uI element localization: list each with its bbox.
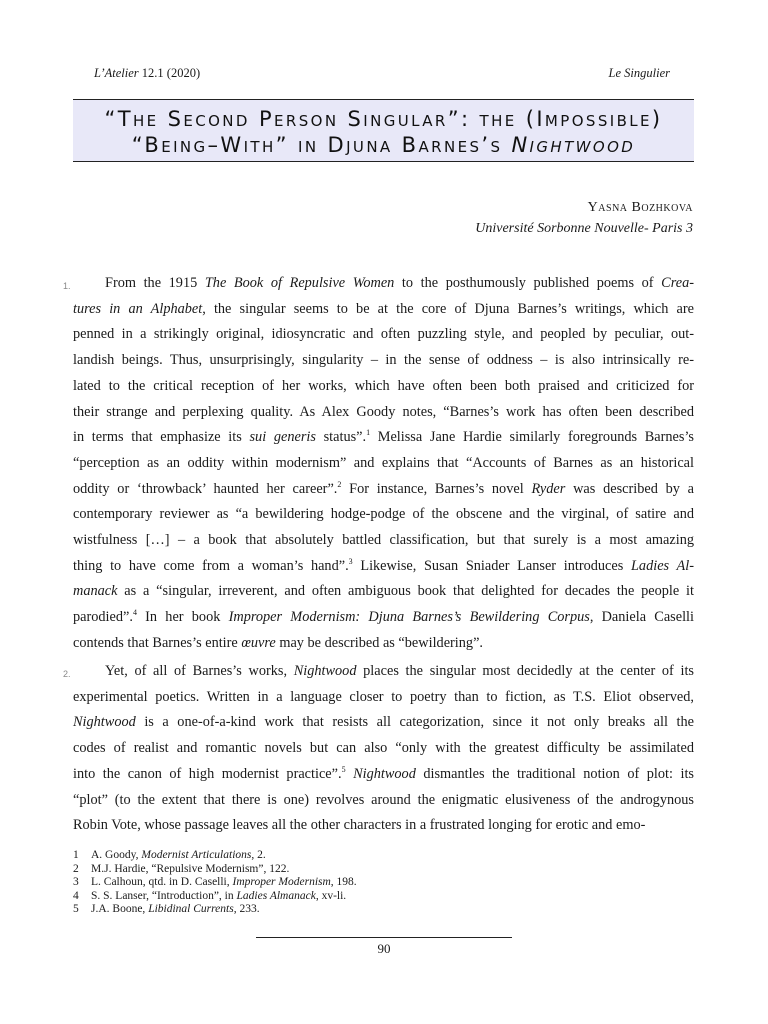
text-run: , xv-li. <box>315 889 347 902</box>
title-work-italic: Nightwood <box>511 133 636 157</box>
text-run: In her book <box>136 609 229 626</box>
footnote-number: 2 <box>73 862 79 875</box>
text-run: , 233. <box>233 903 260 916</box>
author-name: Yasna Bozhkova <box>587 200 693 215</box>
text-run: Yet, of all of Barnes’s works, <box>105 663 294 679</box>
running-head <box>94 66 670 81</box>
text-run <box>346 766 354 782</box>
text-run: parodied”. <box>73 609 133 626</box>
footnote <box>73 849 357 863</box>
text-run: Nightwood <box>293 663 357 679</box>
text-line <box>73 451 694 477</box>
text-run: Ladies Almanack <box>236 889 316 902</box>
article-title <box>73 99 694 162</box>
text-run: S. S. Lanser, “Introduction”, in <box>91 889 237 902</box>
text-run: Libidinal Currents <box>148 903 234 916</box>
footnote <box>73 890 357 904</box>
text-run: to the posthumously published poems of <box>394 275 662 291</box>
text-line <box>73 659 694 685</box>
text-run: their strange and perplexing quality. As Alex Goody notes, “Barnes’s work has often been described <box>73 403 694 420</box>
text-run: into the canon of high modernist practice”. <box>73 765 342 782</box>
footnote-text <box>91 876 357 890</box>
section-name: Le Singulier <box>608 66 670 80</box>
text-run: Crea- <box>661 275 694 291</box>
title-text: “Being–With” in Djuna Barnes’s <box>131 133 512 157</box>
text-line <box>73 502 694 528</box>
text-run: landish beings. Thus, unsurprisingly, singularity – in the sense of oddness – is also intrinsically re- <box>73 352 694 369</box>
footnotes <box>73 849 357 917</box>
text-run: “plot” (to the extent that there is one) revolves around the enigmatic elusiveness of the androgynous <box>73 791 694 808</box>
footnote-number: 3 <box>73 876 79 889</box>
text-run: Improper Modernism <box>232 876 331 889</box>
text-line <box>73 579 694 605</box>
footnote-text <box>91 903 260 917</box>
text-line <box>73 685 694 711</box>
text-line <box>73 631 694 657</box>
text-line <box>73 374 694 400</box>
text-line <box>73 605 694 631</box>
text-run: Modernist Articulations <box>141 849 252 861</box>
page-number: 90 <box>377 941 391 956</box>
text-run: Ryder <box>531 480 566 497</box>
text-run: tures in an Alphabet <box>73 300 203 317</box>
text-run: oddity or ‘throwback’ haunted her career”. <box>73 480 338 497</box>
text-run: “perception as an oddity within modernism” and explains that “Accounts of Barnes as an historical <box>73 454 694 471</box>
text-line <box>73 297 694 323</box>
text-run: in terms that emphasize its <box>73 429 250 446</box>
journal-issue: 12.1 (2020) <box>138 66 201 80</box>
footnote-ref: 3 <box>348 556 353 566</box>
text-line <box>73 322 694 348</box>
text-run: M.J. Hardie, “Repulsive Modernism”, 122. <box>91 862 290 875</box>
text-run: contemporary reviewer as “a bewildering hodge-podge of the obscene and the virginal, of satire and <box>73 506 694 523</box>
paragraph-body <box>73 659 694 839</box>
journal-citation <box>94 66 200 81</box>
text-line <box>73 425 694 451</box>
footnote-ref: 1 <box>366 428 371 438</box>
text-line <box>73 736 694 762</box>
text-run: codes of realist and romantic novels but can also “only with the greatest difficulty be assimilated <box>73 740 694 757</box>
text-run: Nightwood <box>353 765 416 782</box>
text-line <box>73 477 694 503</box>
text-run: wistfulness […] – a book that absolutely battled classification, but that surely is a most amazing <box>73 532 694 549</box>
title-line-1: “The Second Person Singular”: the (Impossible) <box>104 107 663 131</box>
text-run: From the 1915 <box>105 275 205 291</box>
text-run: For instance, Barnes’s novel <box>341 480 532 497</box>
text-line <box>73 271 694 297</box>
text-run: dismantles the traditional notion of plot: its <box>415 765 694 782</box>
text-run: , 198. <box>330 876 357 889</box>
text-run: A. Goody, <box>91 849 142 861</box>
text-line <box>73 710 694 736</box>
paragraph-2 <box>63 659 694 839</box>
footnote <box>73 863 357 877</box>
text-run: as a “singular, irreverent, and often ambiguous book that delighted for decades the people it <box>117 583 694 600</box>
footnote <box>73 903 357 917</box>
footnote-number: 1 <box>73 849 79 861</box>
footnote <box>73 876 357 890</box>
text-run: may be described as “bewildering”. <box>275 634 483 651</box>
footer-rule <box>256 937 512 938</box>
text-line <box>73 554 694 580</box>
text-run: manack <box>73 583 118 600</box>
text-line <box>73 348 694 374</box>
footnote-text <box>91 849 266 863</box>
text-run: lated to the critical reception of her works, which have often been both praised and criticized for <box>73 377 694 394</box>
footnote-number: 4 <box>73 889 79 902</box>
journal-name: L’Atelier <box>94 66 139 80</box>
text-run: The Book of Repulsive Women <box>204 275 395 291</box>
text-run: Likewise, Susan Sniader Lanser introduces <box>352 557 631 574</box>
text-run: thing to have come from a woman’s hand”. <box>73 557 349 574</box>
footnote-text <box>91 863 289 877</box>
text-run: , the singular seems to be at the core of Djuna Barnes’s writings, which are <box>202 300 694 317</box>
paragraph-number: 2. <box>63 669 71 679</box>
text-run: sui generis <box>249 429 316 446</box>
text-run: status”. <box>315 429 367 446</box>
paragraph-number: 1. <box>63 281 71 291</box>
paragraph-body <box>73 271 694 657</box>
paragraph-1 <box>63 271 695 657</box>
text-run: was described by a <box>565 480 695 497</box>
text-run: Ladies Al- <box>630 557 694 574</box>
footnote-ref: 4 <box>132 608 137 618</box>
text-run: L. Calhoun, qtd. in D. Caselli, <box>91 876 233 889</box>
text-line <box>73 762 694 788</box>
footnote-number: 5 <box>73 903 79 916</box>
text-run: Robin Vote, whose passage leaves all the other characters in a frustrated longing for erotic and emo- <box>73 817 646 834</box>
text-run: , 2. <box>251 849 266 861</box>
text-run: Melissa Jane Hardie similarly foregrounds Barnes’s <box>370 429 694 446</box>
text-line <box>73 813 694 839</box>
text-run: Improper Modernism: Djuna Barnes’s Bewildering Corpus <box>228 609 590 626</box>
footnote-ref: 2 <box>337 479 342 489</box>
text-line <box>73 400 694 426</box>
text-run: contends that Barnes’s entire <box>73 634 242 651</box>
text-run: places the singular most decidedly at the center of its <box>356 663 694 679</box>
text-run: , Daniela Caselli <box>589 609 694 626</box>
author-affiliation: Université Sorbonne Nouvelle- Paris 3 <box>475 221 693 236</box>
text-run: J.A. Boone, <box>91 903 149 916</box>
footnote-ref: 5 <box>341 765 346 775</box>
footnote-text <box>91 890 346 904</box>
text-run: experimental poetics. Written in a language closer to poetry than to fiction, as T.S. Eliot observed, <box>73 688 694 705</box>
text-run: œuvre <box>241 634 276 651</box>
text-run: penned in a strikingly original, idiosyncratic and often puzzling style, and peopled by peculiar, out- <box>73 326 694 343</box>
author-block <box>475 197 693 239</box>
text-run: Nightwood <box>73 714 136 731</box>
text-line <box>73 528 694 554</box>
text-line <box>73 788 694 814</box>
title-line-2 <box>73 132 694 158</box>
text-run: is a one-of-a-kind work that resists all categorization, since it not only breaks all the <box>135 714 694 731</box>
